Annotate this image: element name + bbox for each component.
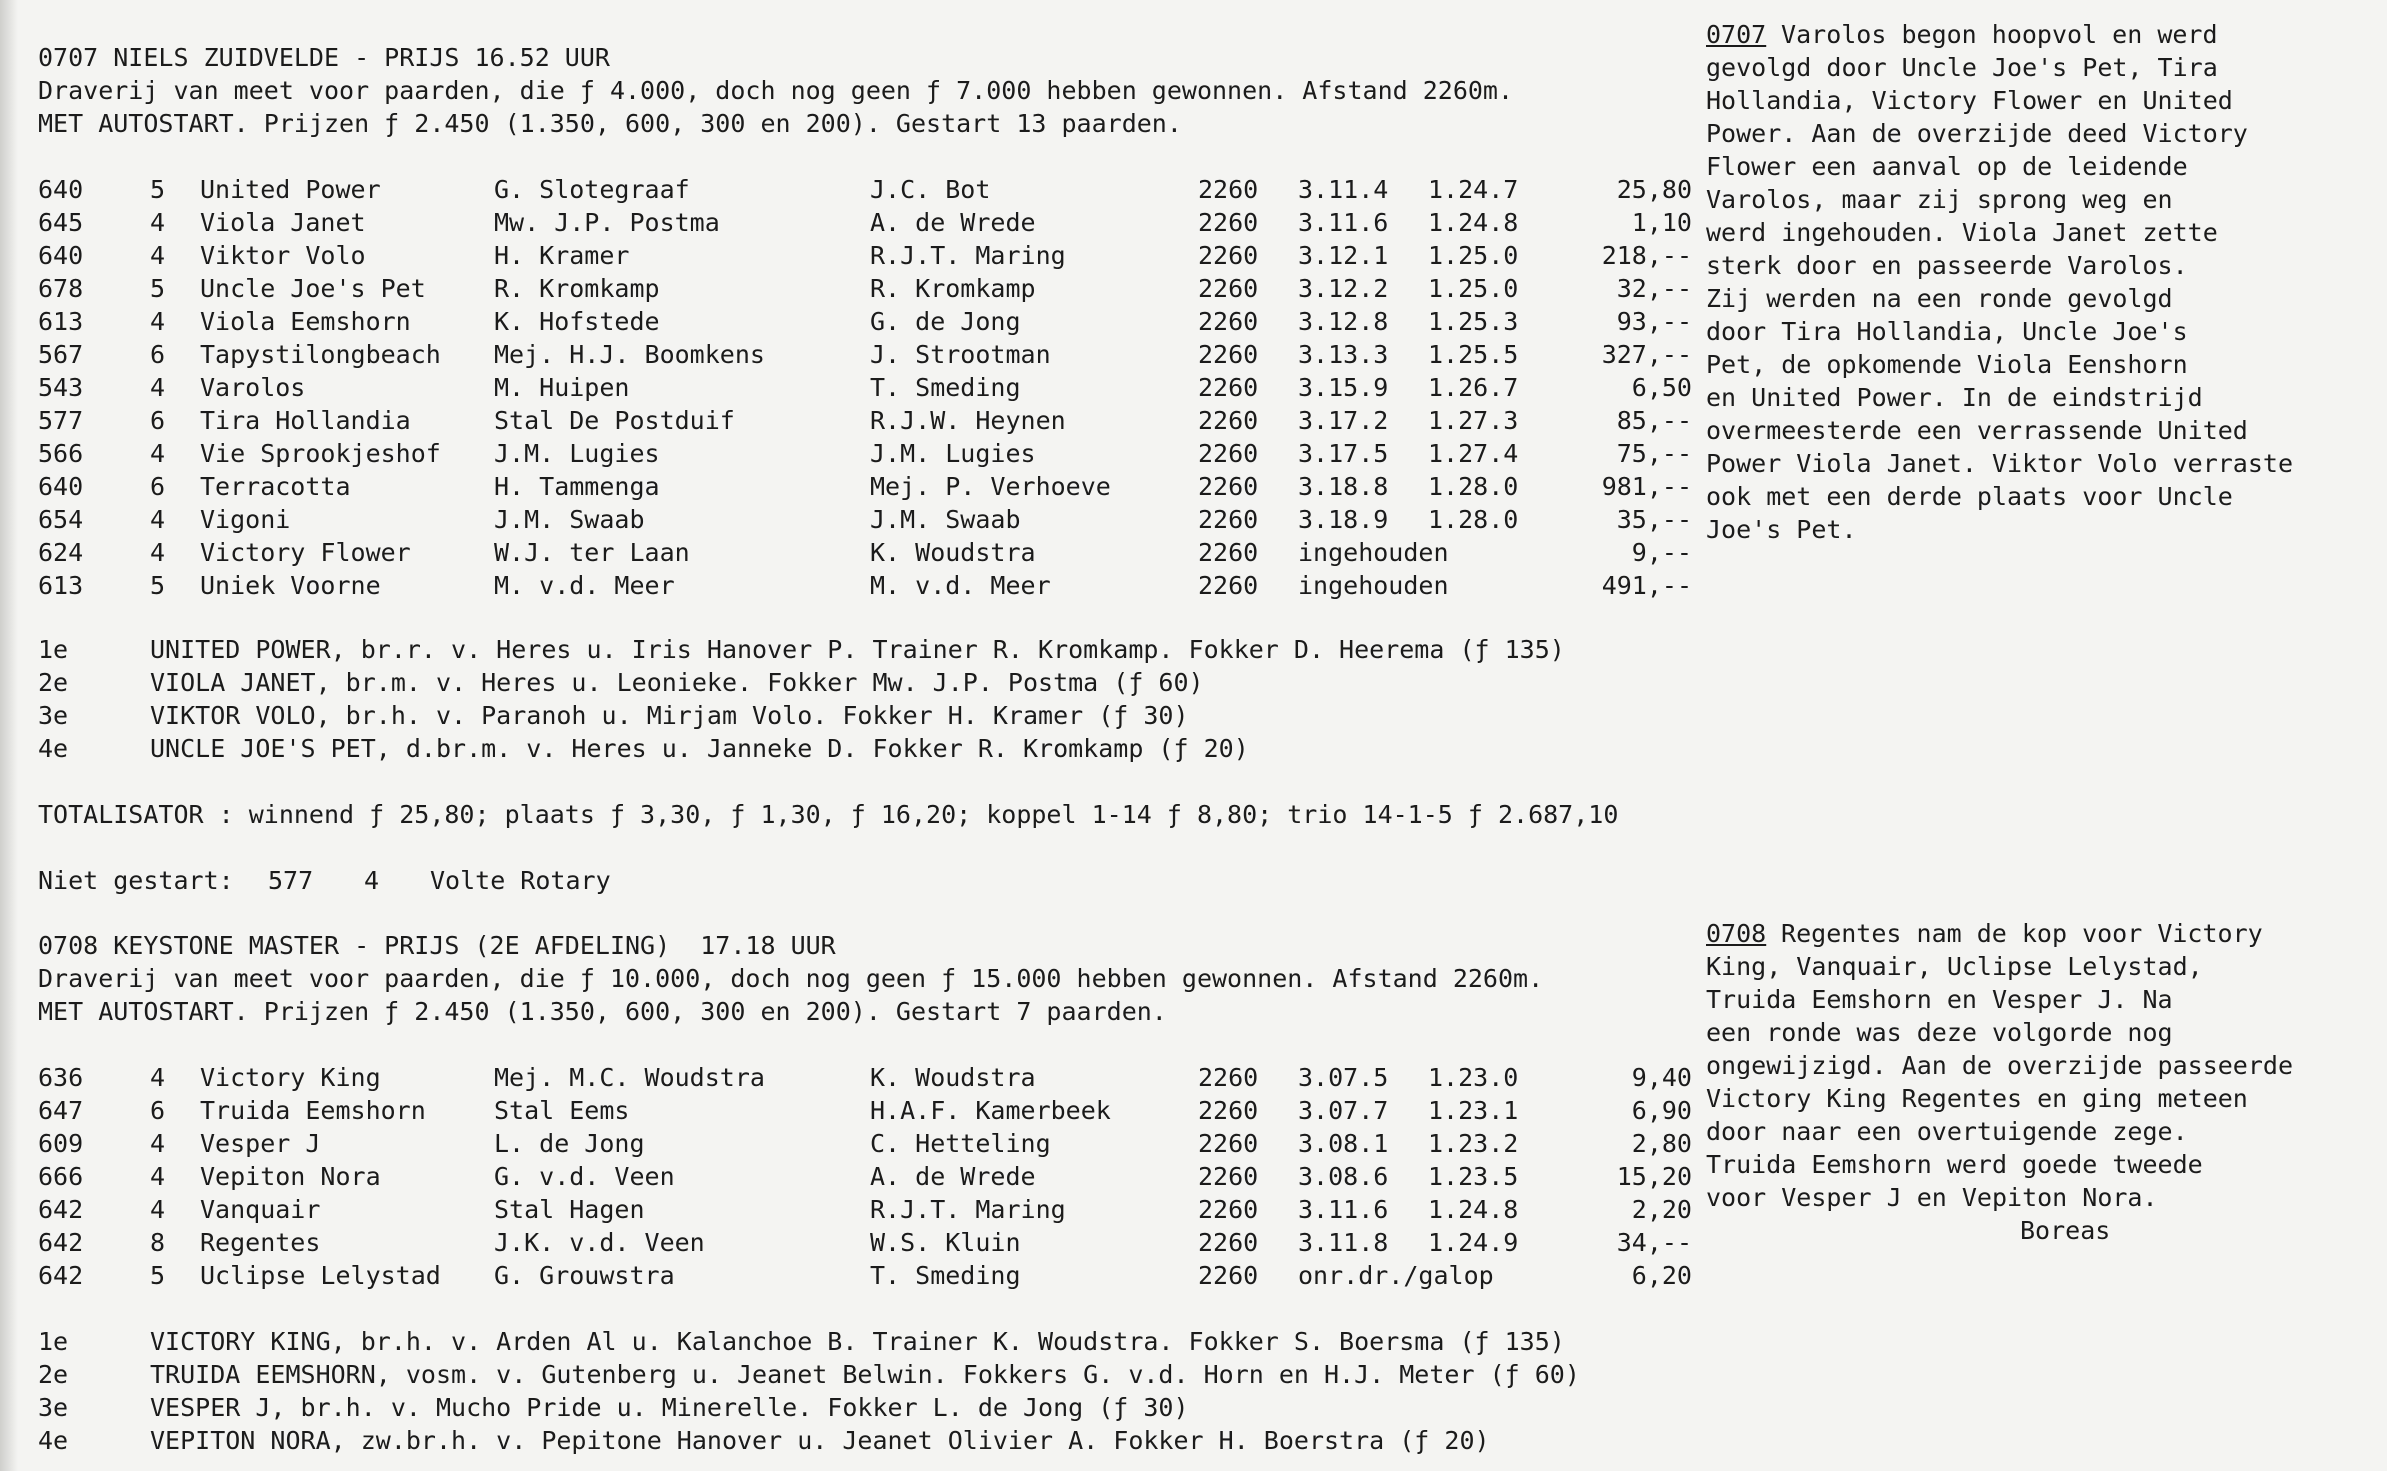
- result-distance: 2260: [1198, 505, 1259, 534]
- result-distance: 2260: [1198, 307, 1259, 336]
- result-odds: 327,--: [1601, 340, 1692, 369]
- result-owner: H. Kramer: [494, 241, 630, 270]
- result-total-time: 3.11.6: [1298, 208, 1389, 237]
- result-horse-name: Varolos: [200, 373, 306, 402]
- result-driver: H.A.F. Kamerbeek: [870, 1096, 1111, 1125]
- result-distance: 2260: [1198, 1228, 1259, 1257]
- result-driver: A. de Wrede: [870, 208, 1036, 237]
- result-odds: 75,--: [1616, 439, 1692, 468]
- report-line: Truida Eemshorn en Vesper J. Na: [1706, 985, 2173, 1014]
- result-owner: W.J. ter Laan: [494, 538, 690, 567]
- placing-rank: 2e: [38, 668, 69, 697]
- result-age: 4: [150, 538, 166, 567]
- result-start-number: 642: [38, 1195, 84, 1224]
- result-total-time: 3.07.7: [1298, 1096, 1389, 1125]
- result-km-time: 1.27.3: [1428, 406, 1519, 435]
- result-driver: K. Woudstra: [870, 1063, 1036, 1092]
- result-odds: 6,90: [1631, 1096, 1692, 1125]
- result-total-time: ingehouden: [1298, 571, 1449, 600]
- result-owner: Stal Eems: [494, 1096, 630, 1125]
- race-conditions: Draverij van meet voor paarden, die ƒ 4.000, doch nog geen ƒ 7.000 hebben gewonnen. Afstand 2260m.: [38, 76, 1514, 105]
- result-owner: Stal Hagen: [494, 1195, 645, 1224]
- result-km-time: 1.25.0: [1428, 241, 1519, 270]
- result-total-time: 3.17.5: [1298, 439, 1389, 468]
- report-line: ongewijzigd. Aan de overzijde passeerde: [1706, 1051, 2293, 1080]
- result-start-number: 640: [38, 175, 84, 204]
- result-distance: 2260: [1198, 406, 1259, 435]
- result-odds: 93,--: [1616, 307, 1692, 336]
- result-age: 4: [150, 1063, 166, 1092]
- result-total-time: 3.12.8: [1298, 307, 1389, 336]
- result-distance: 2260: [1198, 1063, 1259, 1092]
- result-age: 5: [150, 274, 166, 303]
- result-horse-name: Vigoni: [200, 505, 291, 534]
- result-odds: 9,--: [1631, 538, 1692, 567]
- result-driver: R.J.T. Maring: [870, 241, 1066, 270]
- result-age: 4: [150, 307, 166, 336]
- result-odds: 981,--: [1601, 472, 1692, 501]
- result-km-time: 1.28.0: [1428, 505, 1519, 534]
- report-signature: Boreas: [2020, 1216, 2111, 1245]
- result-total-time: ingehouden: [1298, 538, 1449, 567]
- report-line: een ronde was deze volgorde nog: [1706, 1018, 2173, 1047]
- result-total-time: 3.11.4: [1298, 175, 1389, 204]
- result-horse-name: Tapystilongbeach: [200, 340, 441, 369]
- result-horse-name: Vanquair: [200, 1195, 321, 1224]
- result-start-number: 543: [38, 373, 84, 402]
- result-km-time: 1.23.2: [1428, 1129, 1519, 1158]
- result-odds: 9,40: [1631, 1063, 1692, 1092]
- race-title: 0707 NIELS ZUIDVELDE - PRIJS 16.52 UUR: [38, 43, 610, 72]
- result-start-number: 613: [38, 307, 84, 336]
- result-start-number: 645: [38, 208, 84, 237]
- result-total-time: 3.12.1: [1298, 241, 1389, 270]
- result-horse-name: Uniek Voorne: [200, 571, 381, 600]
- result-odds: 2,80: [1631, 1129, 1692, 1158]
- result-horse-name: Tira Hollandia: [200, 406, 411, 435]
- result-total-time: 3.08.6: [1298, 1162, 1389, 1191]
- result-horse-name: Viola Janet: [200, 208, 366, 237]
- result-age: 6: [150, 472, 166, 501]
- result-odds: 218,--: [1601, 241, 1692, 270]
- result-driver: J.M. Lugies: [870, 439, 1036, 468]
- result-odds: 6,20: [1631, 1261, 1692, 1290]
- result-horse-name: Victory Flower: [200, 538, 411, 567]
- result-age: 4: [150, 1162, 166, 1191]
- race-title: 0708 KEYSTONE MASTER - PRIJS (2E AFDELING) 17.18 UUR: [38, 931, 836, 960]
- report-line: Power. Aan de overzijde deed Victory: [1706, 119, 2248, 148]
- result-km-time: 1.26.7: [1428, 373, 1519, 402]
- report-line: Zij werden na een ronde gevolgd: [1706, 284, 2173, 313]
- result-km-time: 1.23.1: [1428, 1096, 1519, 1125]
- scan-edge-shadow: [0, 0, 18, 1471]
- result-odds: 491,--: [1601, 571, 1692, 600]
- result-driver: J. Strootman: [870, 340, 1051, 369]
- report-line: door Tira Hollandia, Uncle Joe's: [1706, 317, 2188, 346]
- result-owner: R. Kromkamp: [494, 274, 660, 303]
- result-horse-name: Uncle Joe's Pet: [200, 274, 426, 303]
- result-driver: T. Smeding: [870, 1261, 1021, 1290]
- result-owner: Mw. J.P. Postma: [494, 208, 720, 237]
- result-age: 4: [150, 439, 166, 468]
- result-distance: 2260: [1198, 1162, 1259, 1191]
- result-owner: L. de Jong: [494, 1129, 645, 1158]
- result-distance: 2260: [1198, 1096, 1259, 1125]
- placing-details: VIOLA JANET, br.m. v. Heres u. Leonieke. Fokker Mw. J.P. Postma (ƒ 60): [150, 668, 1204, 697]
- report-line: Joe's Pet.: [1706, 515, 1857, 544]
- result-km-time: 1.25.5: [1428, 340, 1519, 369]
- result-start-number: 642: [38, 1228, 84, 1257]
- result-total-time: 3.11.8: [1298, 1228, 1389, 1257]
- placing-rank: 1e: [38, 1327, 69, 1356]
- result-owner: J.K. v.d. Veen: [494, 1228, 705, 1257]
- not-started-age: 4: [364, 866, 380, 895]
- result-age: 5: [150, 175, 166, 204]
- result-start-number: 577: [38, 406, 84, 435]
- result-odds: 34,--: [1616, 1228, 1692, 1257]
- report-line: gevolgd door Uncle Joe's Pet, Tira: [1706, 53, 2218, 82]
- placing-rank: 1e: [38, 635, 69, 664]
- result-odds: 32,--: [1616, 274, 1692, 303]
- result-start-number: 678: [38, 274, 84, 303]
- result-start-number: 640: [38, 241, 84, 270]
- result-odds: 85,--: [1616, 406, 1692, 435]
- result-driver: T. Smeding: [870, 373, 1021, 402]
- result-km-time: 1.23.5: [1428, 1162, 1519, 1191]
- result-km-time: 1.24.8: [1428, 1195, 1519, 1224]
- report-line: King, Vanquair, Uclipse Lelystad,: [1706, 952, 2203, 981]
- result-distance: 2260: [1198, 241, 1259, 270]
- result-odds: 15,20: [1616, 1162, 1692, 1191]
- result-km-time: 1.24.8: [1428, 208, 1519, 237]
- result-driver: J.M. Swaab: [870, 505, 1021, 534]
- placing-rank: 2e: [38, 1360, 69, 1389]
- result-total-time: 3.11.6: [1298, 1195, 1389, 1224]
- result-distance: 2260: [1198, 274, 1259, 303]
- result-distance: 2260: [1198, 340, 1259, 369]
- result-owner: G. Grouwstra: [494, 1261, 675, 1290]
- result-total-time: 3.08.1: [1298, 1129, 1389, 1158]
- result-odds: 2,20: [1631, 1195, 1692, 1224]
- result-owner: G. Slotegraaf: [494, 175, 690, 204]
- result-km-time: 1.25.0: [1428, 274, 1519, 303]
- result-distance: 2260: [1198, 472, 1259, 501]
- race-conditions-2: MET AUTOSTART. Prijzen ƒ 2.450 (1.350, 600, 300 en 200). Gestart 13 paarden.: [38, 109, 1182, 138]
- result-total-time: 3.13.3: [1298, 340, 1389, 369]
- result-start-number: 636: [38, 1063, 84, 1092]
- result-driver: R. Kromkamp: [870, 274, 1036, 303]
- report-line: Varolos begon hoopvol en werd: [1766, 20, 2218, 49]
- result-owner: M. Huipen: [494, 373, 630, 402]
- result-start-number: 640: [38, 472, 84, 501]
- result-odds: 35,--: [1616, 505, 1692, 534]
- result-owner: G. v.d. Veen: [494, 1162, 675, 1191]
- result-age: 6: [150, 340, 166, 369]
- result-age: 4: [150, 505, 166, 534]
- not-started-label: Niet gestart:: [38, 866, 234, 895]
- result-driver: K. Woudstra: [870, 538, 1036, 567]
- report-line: Flower een aanval op de leidende: [1706, 152, 2188, 181]
- result-owner: K. Hofstede: [494, 307, 660, 336]
- placing-rank: 4e: [38, 734, 69, 763]
- result-driver: W.S. Kluin: [870, 1228, 1021, 1257]
- result-driver: G. de Jong: [870, 307, 1021, 336]
- result-odds: 25,80: [1616, 175, 1692, 204]
- result-km-time: 1.23.0: [1428, 1063, 1519, 1092]
- result-age: 5: [150, 571, 166, 600]
- result-start-number: 654: [38, 505, 84, 534]
- result-total-time: onr.dr./galop: [1298, 1261, 1494, 1290]
- report-line: Truida Eemshorn werd goede tweede: [1706, 1150, 2203, 1179]
- result-start-number: 624: [38, 538, 84, 567]
- result-horse-name: Truida Eemshorn: [200, 1096, 426, 1125]
- result-horse-name: United Power: [200, 175, 381, 204]
- totalisator: TOTALISATOR : winnend ƒ 25,80; plaats ƒ 3,30, ƒ 1,30, ƒ 16,20; koppel 1-14 ƒ 8,80; trio 14-1-5 ƒ 2.687,10: [38, 800, 1619, 829]
- result-owner: J.M. Lugies: [494, 439, 660, 468]
- result-start-number: 642: [38, 1261, 84, 1290]
- result-total-time: 3.07.5: [1298, 1063, 1389, 1092]
- result-distance: 2260: [1198, 1261, 1259, 1290]
- result-start-number: 609: [38, 1129, 84, 1158]
- report-line: Victory King Regentes en ging meteen: [1706, 1084, 2248, 1113]
- result-start-number: 567: [38, 340, 84, 369]
- result-horse-name: Vesper J: [200, 1129, 321, 1158]
- report-line: door naar een overtuigende zege.: [1706, 1117, 2188, 1146]
- result-age: 8: [150, 1228, 166, 1257]
- result-owner: M. v.d. Meer: [494, 571, 675, 600]
- result-horse-name: Regentes: [200, 1228, 321, 1257]
- placing-details: VEPITON NORA, zw.br.h. v. Pepitone Hanover u. Jeanet Olivier A. Fokker H. Boerstra (ƒ 20): [150, 1426, 1490, 1455]
- result-owner: Mej. H.J. Boomkens: [494, 340, 765, 369]
- report-line: Power Viola Janet. Viktor Volo verraste: [1706, 449, 2293, 478]
- placing-details: TRUIDA EEMSHORN, vosm. v. Gutenberg u. Jeanet Belwin. Fokkers G. v.d. Horn en H.J. Meter (ƒ 60): [150, 1360, 1580, 1389]
- placing-details: VICTORY KING, br.h. v. Arden Al u. Kalanchoe B. Trainer K. Woudstra. Fokker S. Boersma (ƒ 135): [150, 1327, 1565, 1356]
- result-km-time: 1.25.3: [1428, 307, 1519, 336]
- result-start-number: 666: [38, 1162, 84, 1191]
- result-horse-name: Victory King: [200, 1063, 381, 1092]
- result-age: 6: [150, 406, 166, 435]
- placing-rank: 4e: [38, 1426, 69, 1455]
- report-line: sterk door en passeerde Varolos.: [1706, 251, 2188, 280]
- report-reference: 0707: [1706, 20, 1767, 49]
- result-distance: 2260: [1198, 373, 1259, 402]
- result-horse-name: Viola Eemshorn: [200, 307, 411, 336]
- result-distance: 2260: [1198, 175, 1259, 204]
- result-start-number: 613: [38, 571, 84, 600]
- result-age: 4: [150, 208, 166, 237]
- report-reference: 0708: [1706, 919, 1767, 948]
- report-line: Varolos, maar zij sprong weg en: [1706, 185, 2173, 214]
- placing-rank: 3e: [38, 701, 69, 730]
- result-km-time: 1.28.0: [1428, 472, 1519, 501]
- result-horse-name: Terracotta: [200, 472, 351, 501]
- result-km-time: 1.24.9: [1428, 1228, 1519, 1257]
- result-owner: H. Tammenga: [494, 472, 660, 501]
- report-line: werd ingehouden. Viola Janet zette: [1706, 218, 2218, 247]
- result-horse-name: Uclipse Lelystad: [200, 1261, 441, 1290]
- result-total-time: 3.18.8: [1298, 472, 1389, 501]
- result-distance: 2260: [1198, 571, 1259, 600]
- result-age: 4: [150, 1129, 166, 1158]
- result-total-time: 3.15.9: [1298, 373, 1389, 402]
- placing-details: UNITED POWER, br.r. v. Heres u. Iris Hanover P. Trainer R. Kromkamp. Fokker D. Heerema (ƒ 135): [150, 635, 1565, 664]
- placing-details: VIKTOR VOLO, br.h. v. Paranoh u. Mirjam Volo. Fokker H. Kramer (ƒ 30): [150, 701, 1189, 730]
- not-started-number: 577: [268, 866, 314, 895]
- report-line: Pet, de opkomende Viola Eenshorn: [1706, 350, 2188, 379]
- result-owner: J.M. Swaab: [494, 505, 645, 534]
- result-age: 6: [150, 1096, 166, 1125]
- result-distance: 2260: [1198, 538, 1259, 567]
- result-horse-name: Vepiton Nora: [200, 1162, 381, 1191]
- report-line: ook met een derde plaats voor Uncle: [1706, 482, 2233, 511]
- result-distance: 2260: [1198, 439, 1259, 468]
- result-age: 4: [150, 1195, 166, 1224]
- result-driver: R.J.T. Maring: [870, 1195, 1066, 1224]
- result-owner: Mej. M.C. Woudstra: [494, 1063, 765, 1092]
- result-driver: C. Hetteling: [870, 1129, 1051, 1158]
- report-line: overmeesterde een verrassende United: [1706, 416, 2248, 445]
- not-started-horse: Volte Rotary: [430, 866, 611, 895]
- result-total-time: 3.12.2: [1298, 274, 1389, 303]
- result-driver: A. de Wrede: [870, 1162, 1036, 1191]
- result-distance: 2260: [1198, 208, 1259, 237]
- race-conditions: Draverij van meet voor paarden, die ƒ 10.000, doch nog geen ƒ 15.000 hebben gewonnen. Afstand 2260m.: [38, 964, 1544, 993]
- placing-details: UNCLE JOE'S PET, d.br.m. v. Heres u. Janneke D. Fokker R. Kromkamp (ƒ 20): [150, 734, 1249, 763]
- result-age: 5: [150, 1261, 166, 1290]
- result-driver: J.C. Bot: [870, 175, 991, 204]
- result-age: 4: [150, 241, 166, 270]
- report-line: Regentes nam de kop voor Victory: [1766, 919, 2263, 948]
- result-odds: 1,10: [1631, 208, 1692, 237]
- result-driver: Mej. P. Verhoeve: [870, 472, 1111, 501]
- result-horse-name: Viktor Volo: [200, 241, 366, 270]
- report-line: en United Power. In de eindstrijd: [1706, 383, 2203, 412]
- report-line: voor Vesper J en Vepiton Nora.: [1706, 1183, 2158, 1212]
- result-age: 4: [150, 373, 166, 402]
- result-distance: 2260: [1198, 1129, 1259, 1158]
- result-driver: M. v.d. Meer: [870, 571, 1051, 600]
- report-line: Hollandia, Victory Flower en United: [1706, 86, 2233, 115]
- result-distance: 2260: [1198, 1195, 1259, 1224]
- result-owner: Stal De Postduif: [494, 406, 735, 435]
- result-odds: 6,50: [1631, 373, 1692, 402]
- result-total-time: 3.18.9: [1298, 505, 1389, 534]
- result-km-time: 1.24.7: [1428, 175, 1519, 204]
- placing-details: VESPER J, br.h. v. Mucho Pride u. Minerelle. Fokker L. de Jong (ƒ 30): [150, 1393, 1189, 1422]
- placing-rank: 3e: [38, 1393, 69, 1422]
- result-horse-name: Vie Sprookjeshof: [200, 439, 441, 468]
- result-km-time: 1.27.4: [1428, 439, 1519, 468]
- result-start-number: 647: [38, 1096, 84, 1125]
- result-start-number: 566: [38, 439, 84, 468]
- result-total-time: 3.17.2: [1298, 406, 1389, 435]
- race-conditions-2: MET AUTOSTART. Prijzen ƒ 2.450 (1.350, 600, 300 en 200). Gestart 7 paarden.: [38, 997, 1167, 1026]
- result-driver: R.J.W. Heynen: [870, 406, 1066, 435]
